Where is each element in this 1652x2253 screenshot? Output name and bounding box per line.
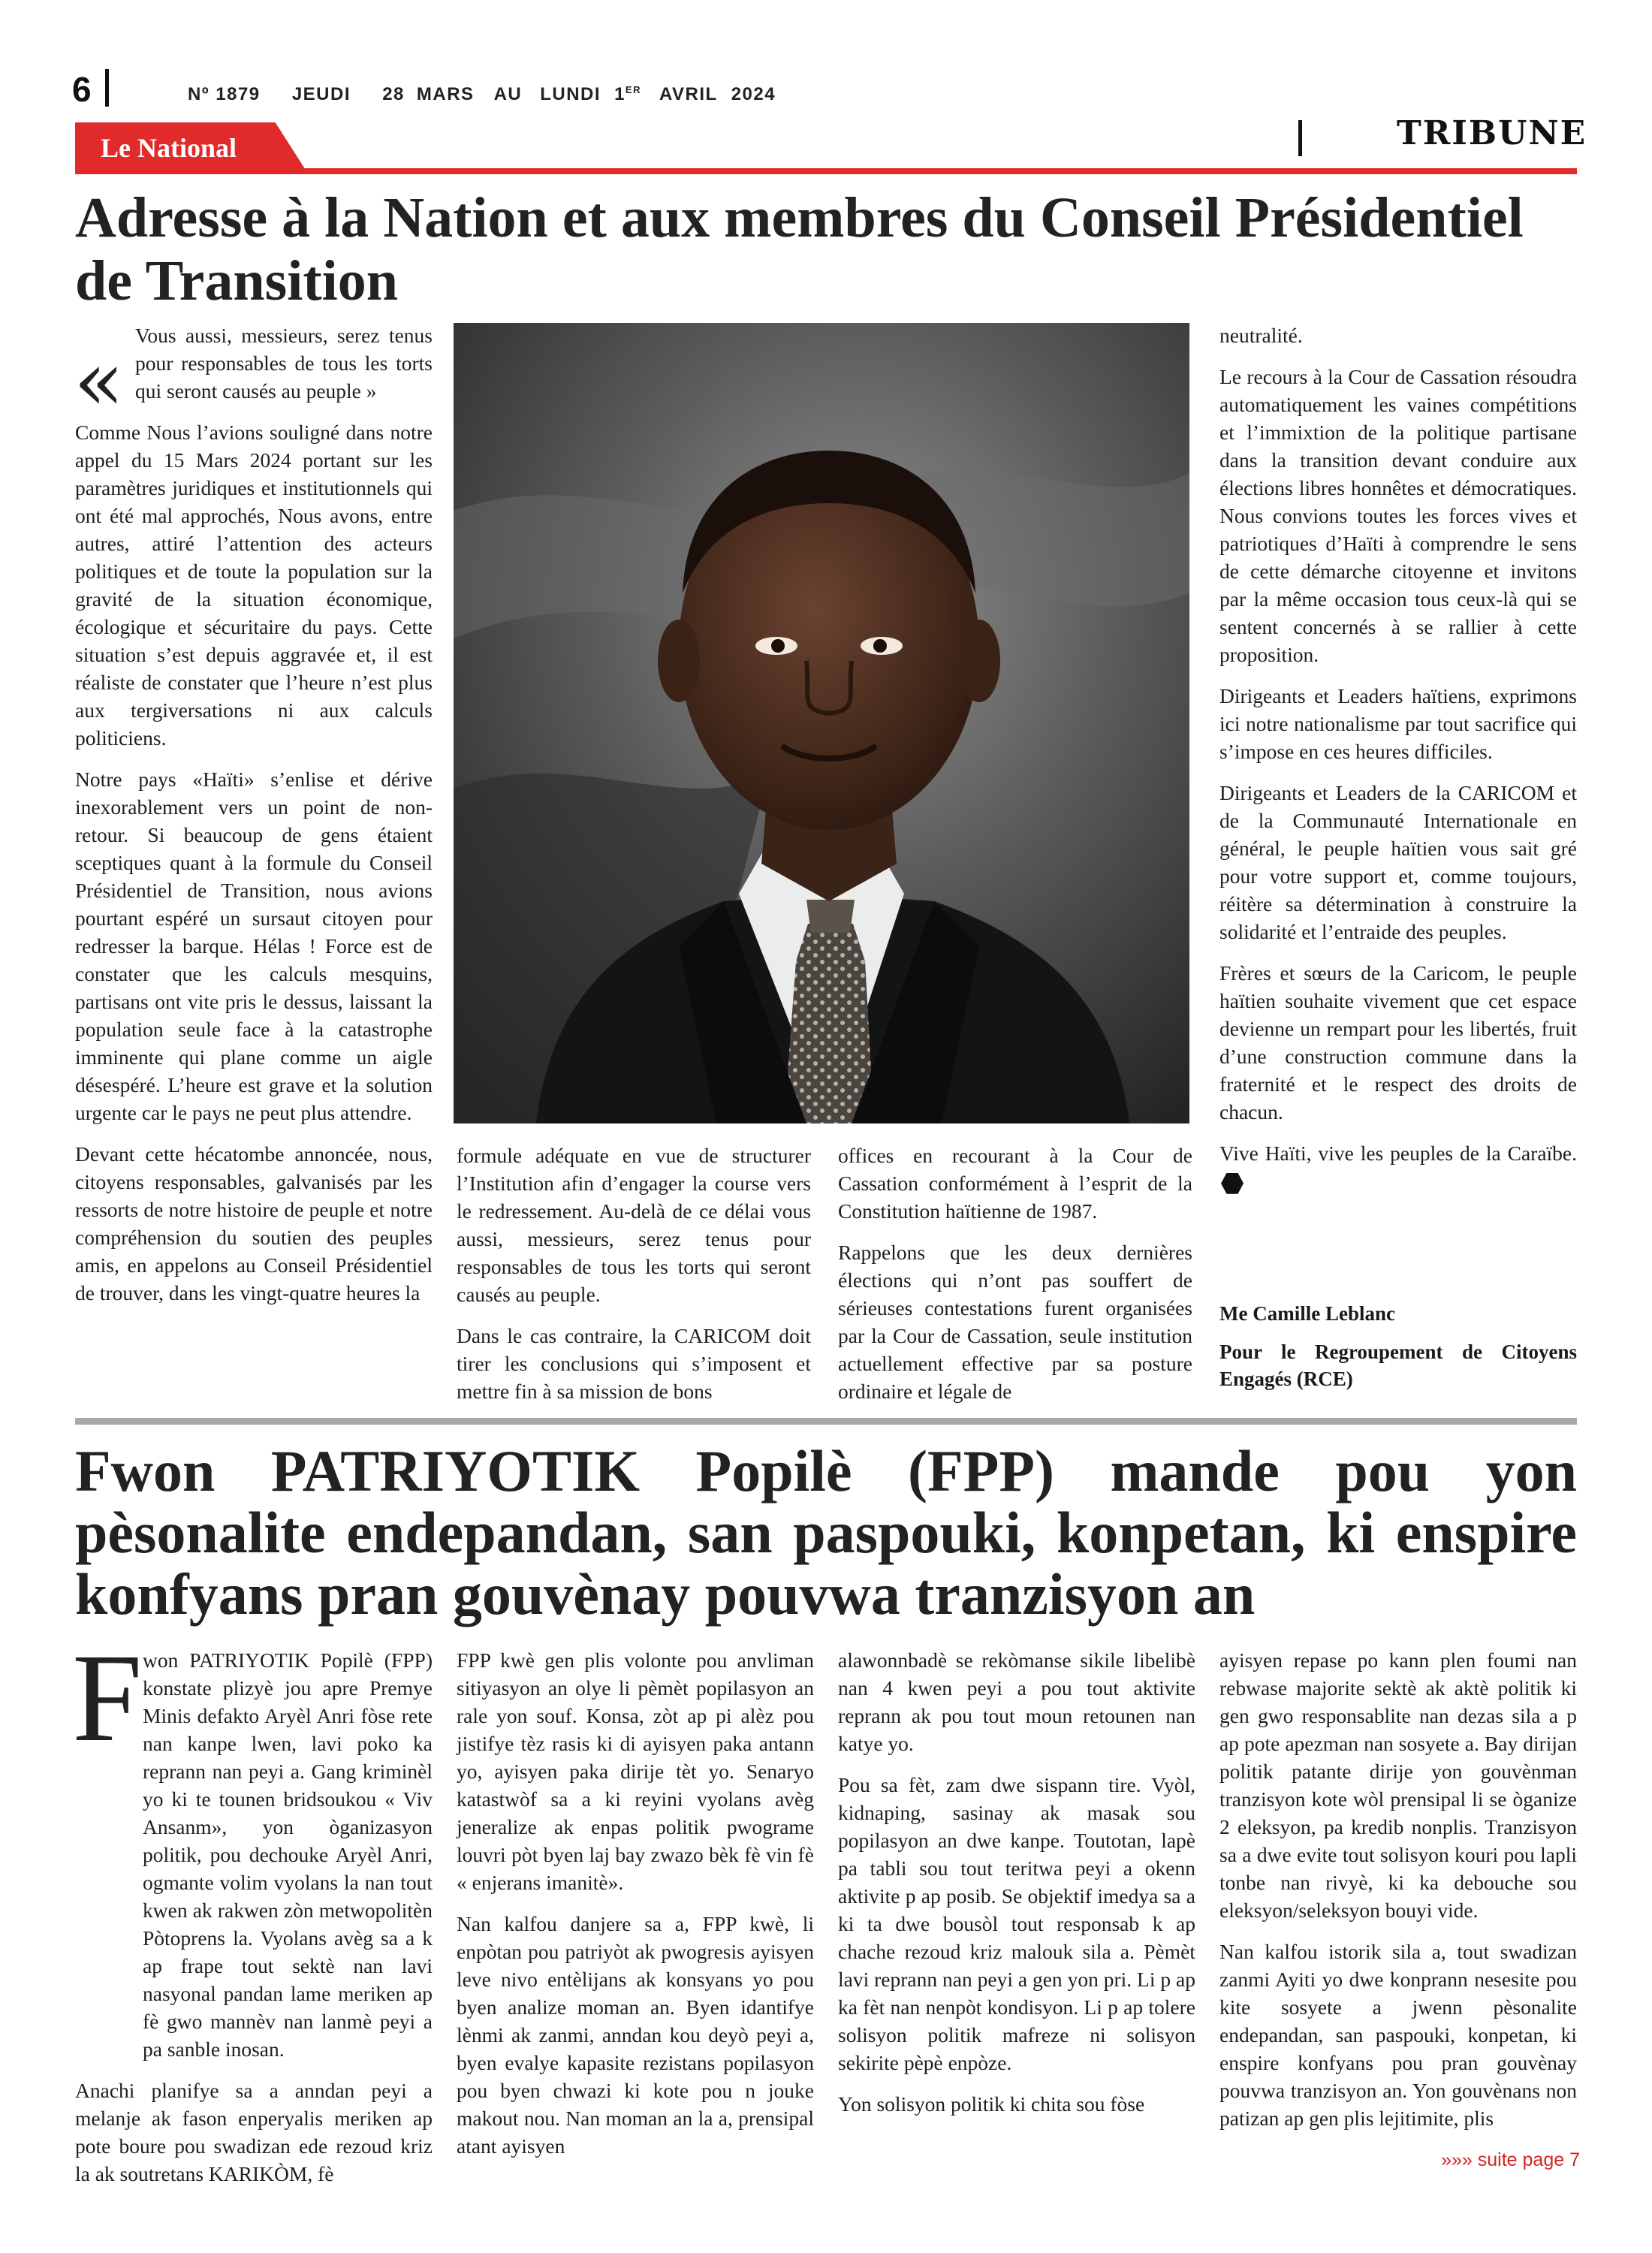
drop-cap: F — [72, 1628, 143, 1768]
signature-organization: Pour le Regroupement de Citoyens Engagés (RCE) — [1219, 1341, 1577, 1390]
date-suffix: ER — [625, 84, 641, 95]
issue-number: Nº 1879 — [188, 84, 261, 104]
paragraph: Pou sa fèt, zam dwe sispann tire. Vyòl, kidnaping, sasinay ak masak sou popilasyon an dwe kanpe. Toutotan, lapè pa tabli sou tout teritwa peyi a okenn aktivite p ap posib. Se objektif imedya sa a ki ta dwe bousòl tout responsab k ap chache rezoud kriz malouk sila a. Pèmèt lavi reprann nan peyi a gen yon pri. Li p ap ka fèt nan nenpòt kondisyon. Li p ap tolere solisyon politik mafreze ni solisyon sekirite pèpè enpòze. — [838, 1773, 1195, 2074]
article-2-title: Fwon PATRIYOTIK Popilè (FPP) mande pou yon pèsonalite endepandan, san paspouki, konpetan, ki enspire konfyans pran gouvènay pouvwa tranzisyon an — [75, 1438, 1577, 1627]
date-day-end: LUNDI — [540, 84, 601, 104]
date-month-end: AVRIL — [659, 84, 718, 104]
header-rule — [75, 168, 1577, 174]
article-1-pull-quote: Vous aussi, messieurs, serez tenus pour responsables de tous les torts qui seront causés au peuple » — [135, 324, 433, 403]
paragraph: formule adéquate en vue de structurer l’Institution afin d’engager la course vers le redressement. Au-delà de ce délai vous aussi, messieurs, serez tenus pour responsables de tous les torts qui seront causés au peuple. — [457, 1144, 811, 1306]
issue-date-line — [188, 84, 801, 105]
article-2-column-4 — [1219, 1646, 1577, 2132]
paragraph: FPP kwè gen plis volonte pou anvliman sitiyasyon an olye li pèmèt popilasyon an rale yon souf. Konsa, zòt ap pi alèz pou jistifye tèz rasis ki di ayisyen paka antann yo, ayisyen paka dirije tèt yo. Senaryo katastwòf sa a ki reyini vyolans avèg jeneralize ak enpas politik pwograme louvri pòt byen laj bay zwazo bèk fè vin fè « enjerans imanitè». — [457, 1648, 814, 1894]
date-month-start: MARS — [416, 84, 475, 104]
opening-quote-mark: « — [74, 333, 125, 429]
paragraph: Nan kalfou istorik sila a, tout swadizan zanmi Ayiti yo dwe konprann nesesite pou kite sosyete a jwenn pèsonalite endepandan, san paspouki, konpetan, ki enspire konfyans pou pran gouvènay pouvwa tranzisyon an. Yon gouvènans non patizan ap gen plis lejitimite, plis — [1219, 1940, 1577, 2130]
paragraph-closing — [1219, 1139, 1577, 1195]
paragraph: Nan kalfou danjere sa a, FPP kwè, li enpòtan pou patriyòt ak pwogresis ayisyen leve nivo entèlijans ak konsyans yo pou byen analize moman an. Byen idantifye lènmi ak zanmi, anndan kou deyò peyi a, byen evalye kapasite rezistans popilasyon pou byen chwazi ki kote pou n jouke makout nou. Nan moman an la a, prensipal atant ayisyen — [457, 1912, 814, 2158]
paragraph: alawonnbadè se rekòmanse sikile libelibè nan 4 kwen peyi a pou tout aktivite reprann ak pou tout moun retounen nan katye yo. — [838, 1648, 1195, 1755]
paragraph: Comme Nous l’avions souligné dans notre appel du 15 Mars 2024 portant sur les paramètres juridiques et institutionnels qui ont été mal approchés, Nous avons, entre autres, attiré l’attention des acteurs politiques et de toute la population sur la gravité de la situation économique, écologique et sécuritaire du pays. Cette situation s’est depuis aggravée et, il est réaliste de constater que l’heure n’est plus aux tergiversations ni aux calculs politiciens. — [75, 421, 433, 749]
portrait-photo — [454, 323, 1189, 1123]
date-au: AU — [493, 84, 523, 104]
article-1-column-2 — [457, 1142, 811, 1405]
paragraph: Frères et sœurs de la Caricom, le peuple haïtien souhaite vivement que cet espace devienne un rempart pour les libertés, fruit d’une construction commune dans la fraternité et le respect des droits de chacun. — [1219, 961, 1577, 1123]
brand-name: Le National — [101, 133, 237, 163]
section-label: TRIBUNE — [1397, 114, 1587, 152]
date-day-start: JEUDI — [291, 84, 351, 104]
article-2-column-2 — [457, 1646, 814, 2160]
paragraph: Dirigeants et Leaders haïtiens, exprimons ici notre nationalisme par tout sacrifice qui s’impose en ces heures difficiles. — [1219, 684, 1577, 763]
paragraph: Notre pays «Haïti» s’enlise et dérive inexorablement vers un point de non-retour. Si beaucoup de gens étaient sceptiques quant à la formule du Conseil Présidentiel de Transition, nous avions pourtant espéré un sursaut citoyen pour redresser la barque. Hélas ! Force est de constater que les calculs mesquins, partisans ont vite pris le dessus, laissant la population seule face à la catastrophe imminente qui plane comme un aigle désespéré. L’heure est grave et la solution urgente car le pays ne peut plus attendre. — [75, 768, 433, 1124]
end-mark-icon — [1221, 1173, 1244, 1194]
paragraph: Rappelons que les deux dernières élections qui n’ont pas souffert de sérieuses contestations furent organisées par la Cour de Cassation, seule institution actuellement effective par sa posture ordinaire et légale de — [838, 1241, 1192, 1403]
paragraph: neutralité. — [1219, 324, 1303, 347]
paragraph: Yon solisyon politik ki chita sou fòse — [838, 2092, 1145, 2116]
article-1-column-1 — [75, 321, 433, 1307]
signature-name: Me Camille Leblanc — [1219, 1302, 1395, 1325]
paragraph: offices en recourant à la Cour de Cassation conformément à l’esprit de la Constitution haïtienne de 1987. — [838, 1144, 1192, 1223]
date-year: 2024 — [731, 84, 776, 104]
article-1-column-4 — [1219, 321, 1577, 1195]
section-divider — [1298, 120, 1302, 156]
closing-text: Vive Haïti, vive les peuples de la Caraïbe. — [1219, 1142, 1577, 1165]
date-num-end: 1 — [614, 84, 626, 104]
article-1-title: Adresse à la Nation et aux membres du Conseil Présidentiel de Transition — [75, 186, 1524, 312]
article-divider — [75, 1418, 1577, 1425]
paragraph: ayisyen repase po kann plen foumi nan rebwase majorite sektè ak aktè politik ki gen gwo responsablite nan dezas sila a p ap pote apezman nan sosyete a. Bay dirijan politik patante dirije yon gouvènman tranzisyon kote wòl prensipal li se òganize 2 eleksyon, pa kredib nonplis. Tranzisyon sa a dwe evite tout solisyon kouri pou lapli tonbe nan rivyè, ki ka debouche sou eleksyon/seleksyon bouyi vide. — [1219, 1648, 1577, 1922]
paragraph: Devant cette hécatombe annoncée, nous, citoyens responsables, galvanisés par les ressorts de notre histoire de peuple et notre compréhension du soutien des peuples amis, en appelons au Conseil Présidentiel de trouver, dans les vingt-quatre heures la — [75, 1142, 433, 1304]
article-2-column-3 — [838, 1646, 1195, 2118]
lead-text: won PATRIYOTIK Popilè (FPP) konstate plizyè jou apre Premye Minis defakto Aryèl Anri fòse rete nan kanpe lwen, lavi poko ka reprann nan peyi a. Gang kriminèl yo ki te tounen bridsoukou « Viv Ansanm», yon òganizasyon politik, pou dechouke Aryèl Anri, ogmante volim vyolans la nan tout kwen ak rakwen zòn metwopolitèn Pòtoprens la. Vyolans avèg sa a k ap frape tout sektè nan lavi nasyonal pandan lame meriken ap fè gwo mannèv nan lanmè peyi a pa sanble inosan. — [143, 1648, 433, 2061]
paragraph: Dirigeants et Leaders de la CARICOM et de la Communauté Internationale en général, le peuple haïtien vous sait gré pour votre support et, comme toujours, réitère sa détermination à construire la solidarité et l’entraide des peuples. — [1219, 781, 1577, 943]
paragraph: Le recours à la Cour de Cassation résoudra automatiquement les vaines compétitions et l’immixtion de la politique partisane dans la transition devant conduire aux élections libres honnêtes et démocratiques. Nous convions toutes les forces vives et patriotiques d’Haïti à comprendre le sens de cette démarche citoyenne et invitons par la même occasion tous ceux-là qui se sentent concernés à se rallier à cette proposition. — [1219, 365, 1577, 666]
continued-link[interactable]: »»» suite page 7 — [1441, 2149, 1580, 2170]
article-1-column-3 — [838, 1142, 1192, 1405]
paragraph — [75, 1646, 433, 2063]
paragraph: Anachi planifye sa a anndan peyi a melanje ak fason enperyalis meriken ap pote boure pou swadizan ede rezoud kriz la ak soutretans KARIKÒM, fè — [75, 2079, 433, 2185]
article-2-column-1 — [75, 1646, 433, 2188]
page-number: 6 — [72, 70, 92, 109]
paragraph: Dans le cas contraire, la CARICOM doit tirer les conclusions qui s’imposent et mettre fin à sa mission de bons — [457, 1324, 811, 1403]
date-num-start: 28 — [382, 84, 405, 104]
page-number-divider — [105, 69, 109, 107]
